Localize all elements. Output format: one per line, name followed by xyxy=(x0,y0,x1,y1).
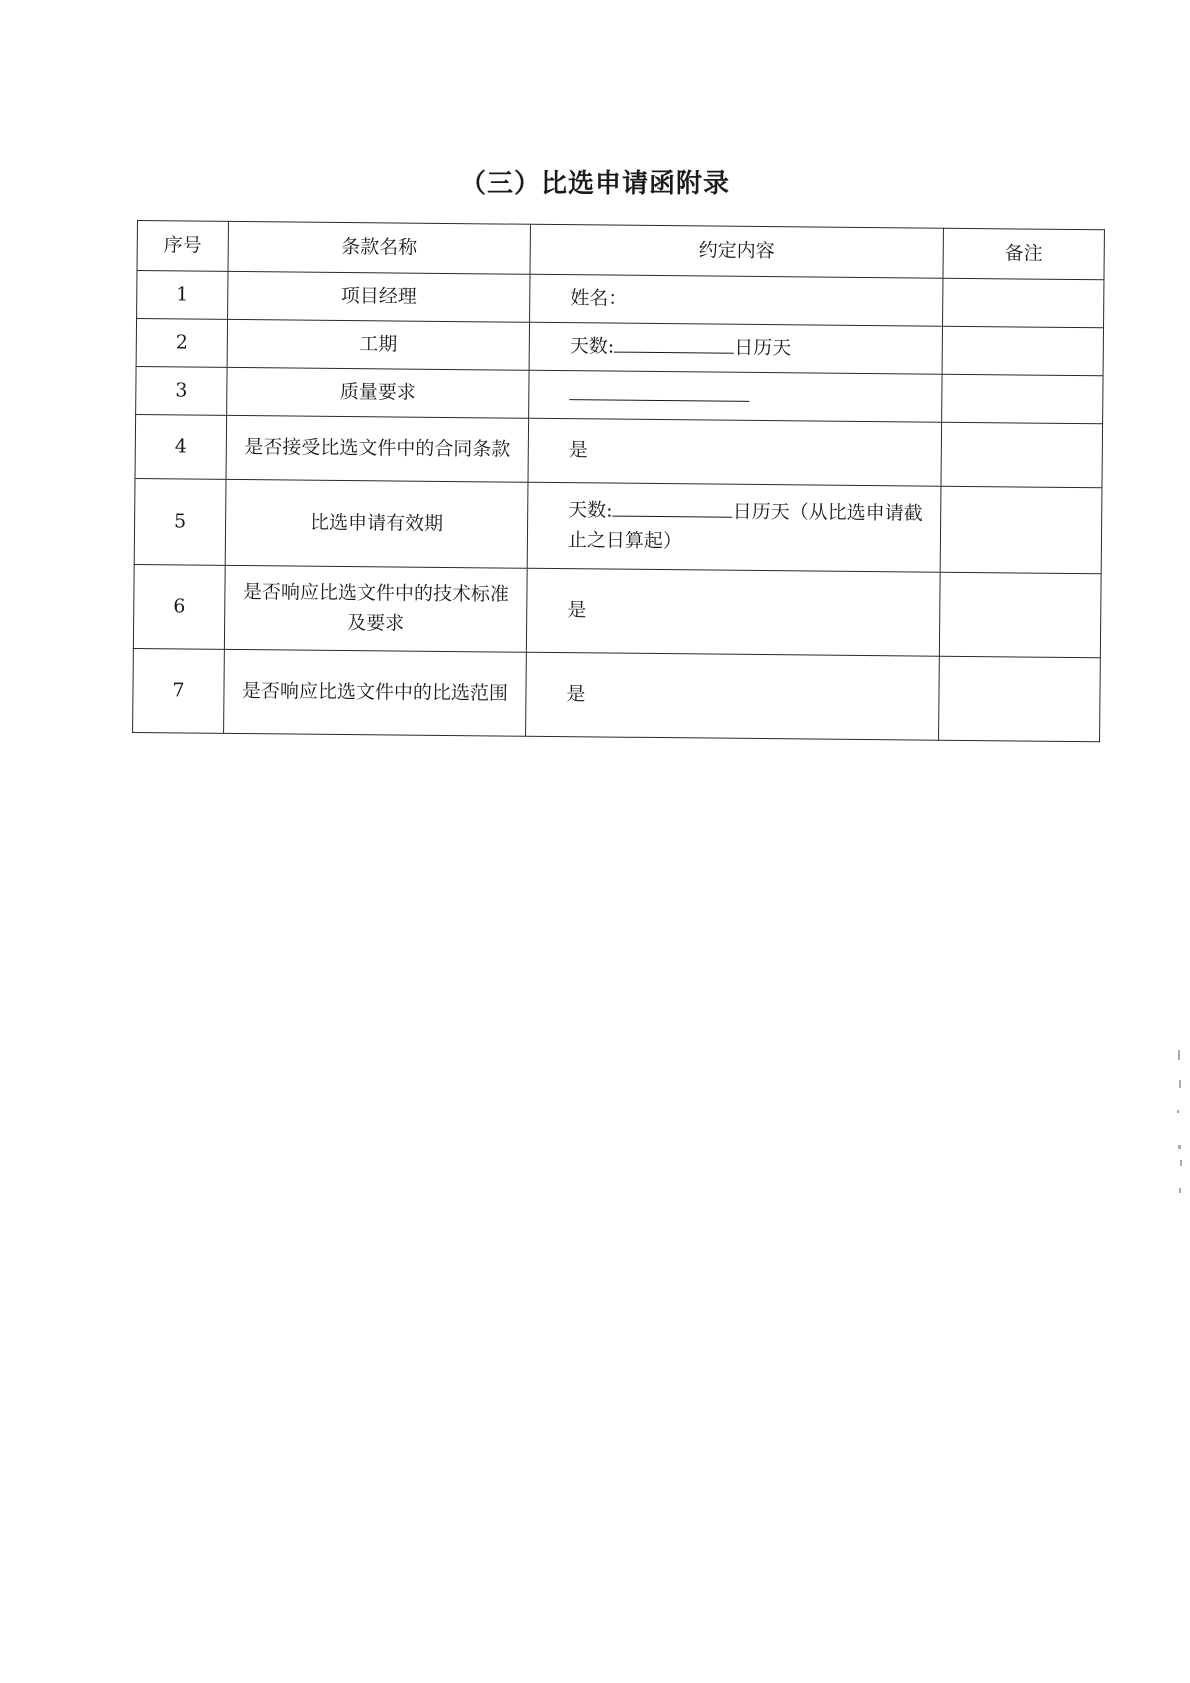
row-term: 质量要求 xyxy=(227,367,529,418)
table-row xyxy=(135,414,1103,487)
scan-artifact xyxy=(1180,1160,1182,1166)
header-term: 条款名称 xyxy=(228,221,530,274)
blank-line xyxy=(569,380,749,402)
row-content xyxy=(529,370,942,422)
row-note xyxy=(943,278,1104,328)
row-no: 6 xyxy=(133,564,225,649)
header-no: 序号 xyxy=(137,221,228,272)
row-no: 4 xyxy=(135,414,227,479)
row-term: 工期 xyxy=(227,319,529,370)
content-suffix: 日历天（从比选申请截止之日算起） xyxy=(567,500,923,552)
row-term: 是否接受比选文件中的合同条款 xyxy=(226,415,529,482)
header-content: 约定内容 xyxy=(530,224,943,278)
row-no: 3 xyxy=(136,366,227,415)
appendix-table xyxy=(132,220,1105,742)
row-note xyxy=(939,656,1101,742)
scan-artifact xyxy=(1178,1050,1180,1060)
table-row xyxy=(134,478,1102,573)
row-content xyxy=(527,482,941,572)
blank-line xyxy=(614,332,734,353)
row-no: 1 xyxy=(137,271,228,320)
row-no: 5 xyxy=(134,478,226,565)
row-no: 2 xyxy=(136,319,227,368)
row-term: 是否响应比选文件中的比选范围 xyxy=(224,649,527,736)
row-note xyxy=(942,326,1103,376)
header-note: 备注 xyxy=(943,228,1104,280)
page-title: （三）比选申请函附录 xyxy=(459,169,730,199)
scan-artifact xyxy=(1179,1080,1181,1088)
row-note xyxy=(942,374,1103,424)
table-header-row xyxy=(137,221,1104,280)
row-note xyxy=(941,422,1103,488)
row-term: 是否响应比选文件中的技术标准及要求 xyxy=(224,565,527,652)
row-note xyxy=(940,486,1102,574)
blank-line xyxy=(613,497,733,518)
scan-artifact xyxy=(1179,1188,1181,1193)
content-prefix: 天数: xyxy=(569,334,615,358)
row-content: 是 xyxy=(528,418,942,486)
table-row xyxy=(133,564,1101,657)
row-term: 项目经理 xyxy=(228,271,530,322)
content-prefix: 天数: xyxy=(568,499,613,522)
row-term: 比选申请有效期 xyxy=(225,479,528,568)
scan-artifact xyxy=(1177,1110,1179,1113)
scan-artifact xyxy=(1178,1145,1181,1149)
row-content: 是 xyxy=(526,652,940,740)
row-content: 姓名： xyxy=(530,274,943,326)
row-content: 是 xyxy=(526,568,940,656)
row-content xyxy=(529,322,942,374)
row-no: 7 xyxy=(133,648,225,733)
table-row xyxy=(133,648,1101,741)
content-suffix: 日历天 xyxy=(734,336,792,360)
row-note xyxy=(939,572,1101,658)
